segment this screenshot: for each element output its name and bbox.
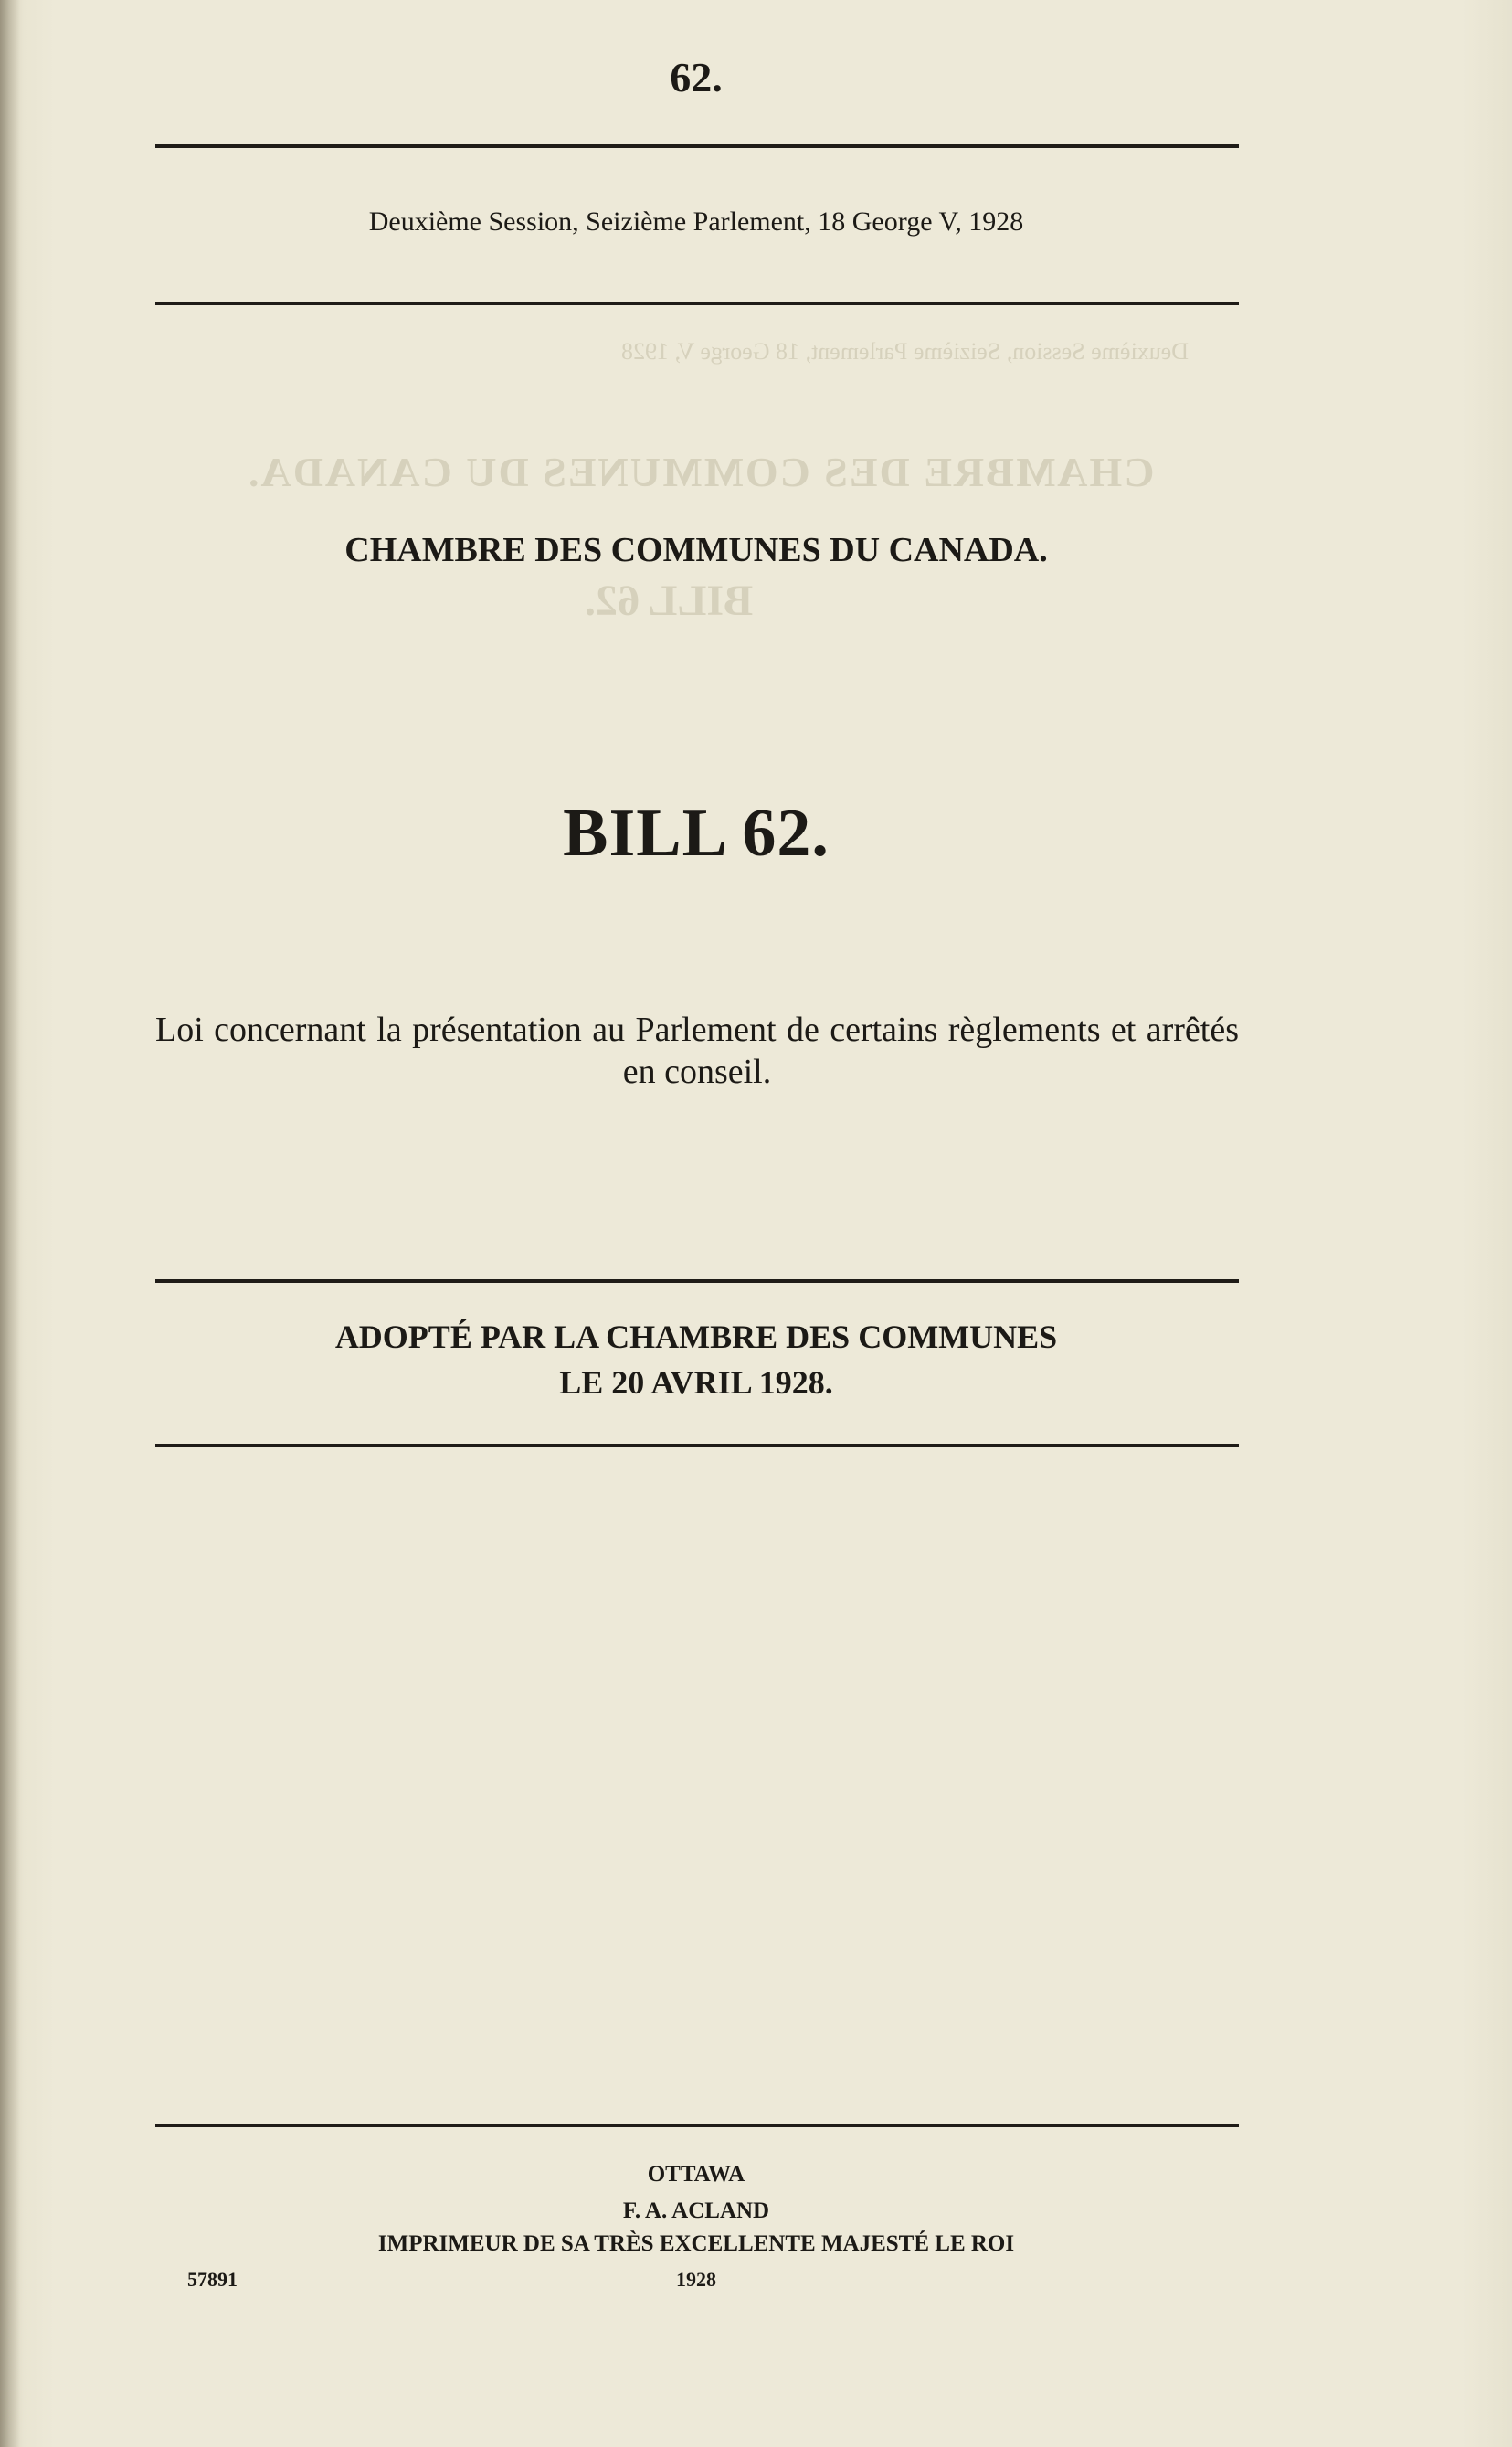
session-rule (155, 302, 1239, 305)
bleed-through-text: BILL 62. (585, 577, 754, 625)
session-line: Deuxième Session, Seizième Parlement, 18 George V, 1928 (368, 207, 1024, 237)
chamber-heading: CHAMBRE DES COMMUNES DU CANADA. (344, 531, 1048, 569)
adoption-date: LE 20 AVRIL 1928. (559, 1364, 833, 1401)
bill-title: BILL 62. (563, 796, 830, 871)
adoption-top-rule (155, 1279, 1239, 1283)
imprint-city: OTTAWA (647, 2162, 745, 2187)
spine-shadow (0, 0, 20, 2447)
adoption-line-1: ADOPTÉ PAR LA CHAMBRE DES COMMUNES (334, 1319, 1058, 1355)
adoption-bottom-rule (155, 1444, 1239, 1447)
page-number: 62. (670, 54, 723, 101)
bill-subject: Loi concernant la présentation au Parlement de certains règlements et arrêtés en conseil. (155, 1011, 1239, 1091)
imprint-year: 1928 (676, 2268, 716, 2291)
print-code: 57891 (187, 2268, 238, 2291)
imprint-printer: F. A. ACLAND (622, 2198, 770, 2223)
bleed-through-text: Deuxième Session, Seizième Parlement, 18 George V, 1928 (621, 338, 1190, 365)
bleed-through-text: CHAMBRE DES COMMUNES DU CANADA. (247, 449, 1155, 495)
top-rule (155, 144, 1239, 148)
imprint-rule (155, 2124, 1239, 2127)
imprint-printer-title: IMPRIMEUR DE SA TRÈS EXCELLENTE MAJESTÉ LE ROI (377, 2231, 1015, 2256)
